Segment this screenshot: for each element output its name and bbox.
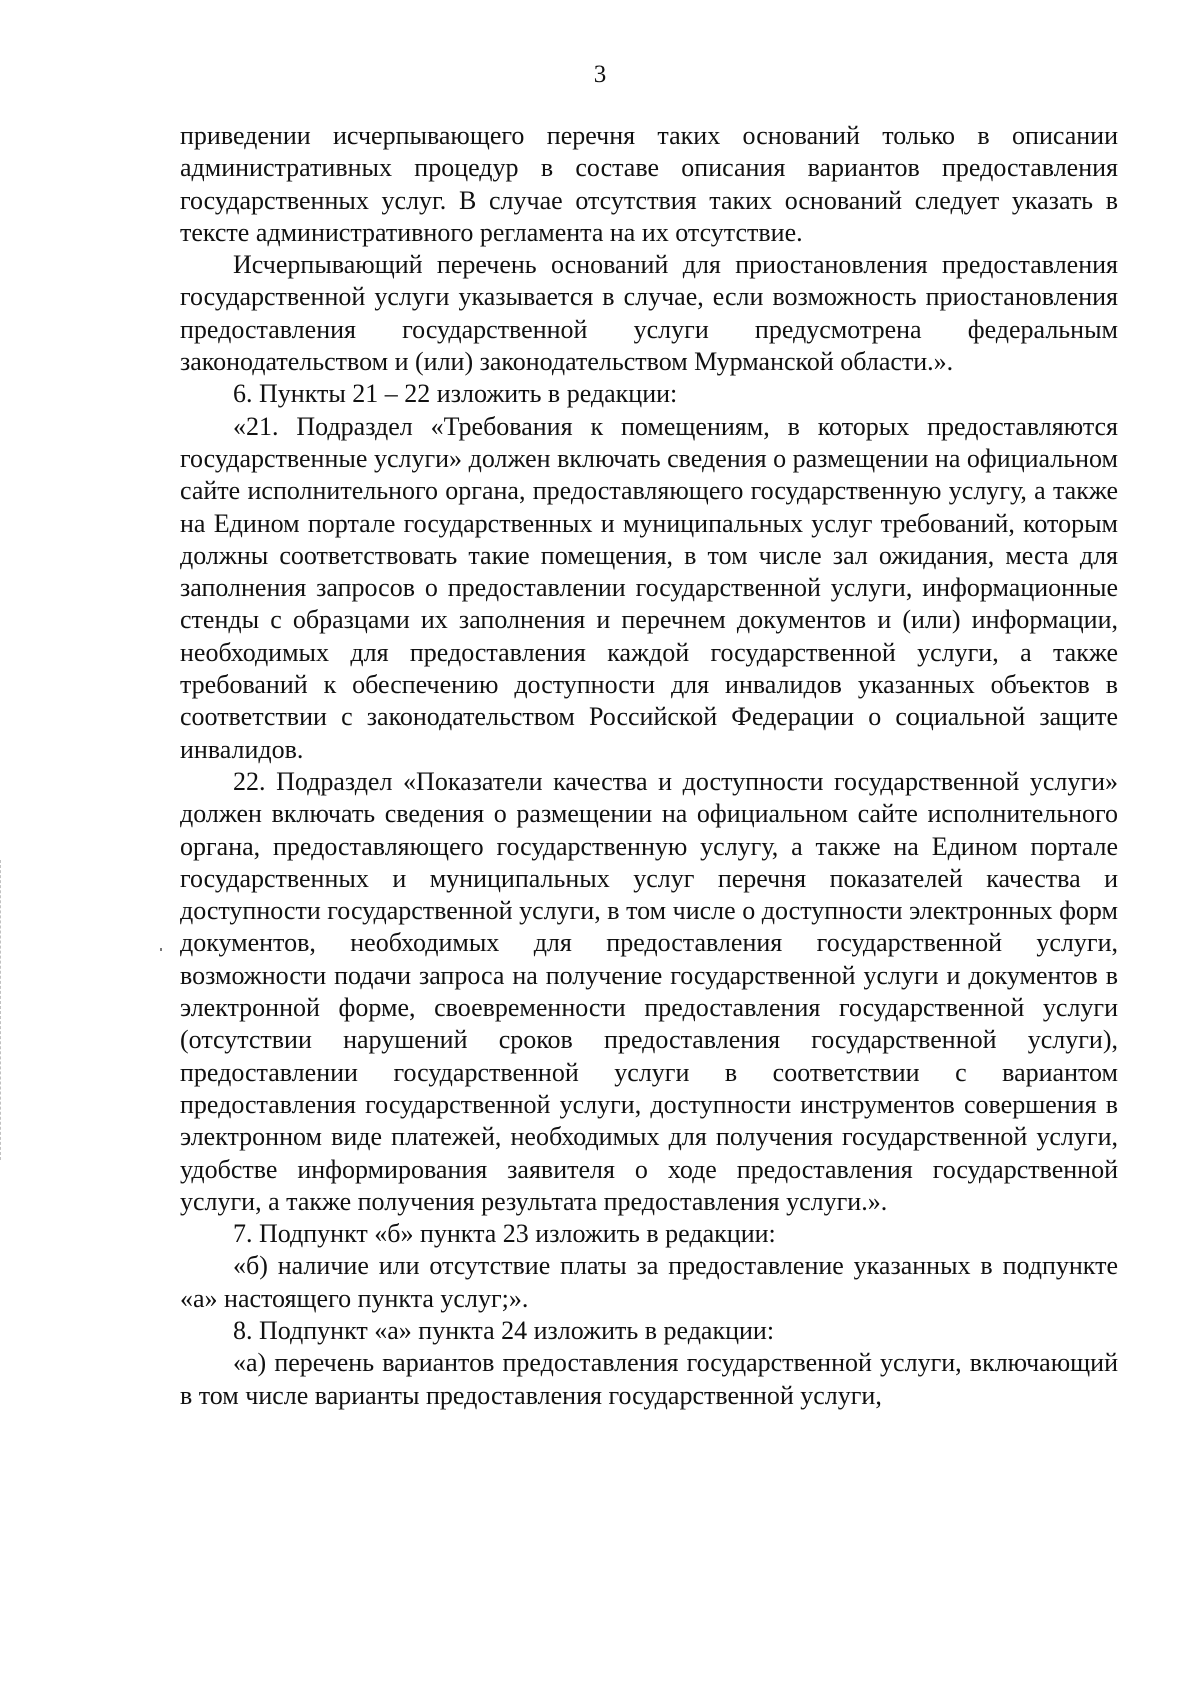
document-body — [180, 120, 1118, 1412]
paragraph-item-8: 8. Подпункт «а» пункта 24 изложить в редакции: — [233, 1315, 775, 1345]
paragraph-item-6: 6. Пункты 21 – 22 изложить в редакции: — [233, 379, 678, 409]
page-number: 3 — [593, 61, 607, 88]
paragraph-subpoint-a: «а) перечень вариантов предоставления государственной услуги, включающий в том числе варианты предоставления государственной услуги, — [180, 1348, 1118, 1410]
paragraph-subpoint-b: «б) наличие или отсутствие платы за предоставление указанных в подпункте «а» настоящего пункта услуг;». — [180, 1251, 1118, 1313]
paragraph-continuation: приведении исчерпывающего перечня таких оснований только в описании административных процедур в составе описания вариантов предоставления государственных услуг. В случае отсутствия таких оснований следует указать в тексте административного регламента на их отсутствие. — [180, 121, 1118, 247]
paragraph-suspension-grounds: Исчерпывающий перечень оснований для приостановления предоставления государственной услуги указывается в случае, если возможность приостановления предоставления государственной услуги предусмотрена федеральным законодательством и (или) законодательством Мурманской области.». — [180, 250, 1118, 377]
scan-edge-artifact — [0, 860, 4, 1160]
paragraph-item-7: 7. Подпункт «б» пункта 23 изложить в редакции: — [233, 1219, 776, 1249]
scan-dot-artifact — [160, 948, 162, 951]
paragraph-point-21: «21. Подраздел «Требования к помещениям, в которых предоставляются государственные услуги» должен включать сведения о размещении на официальном сайте исполнительного органа, предоставляющего государственную услугу, а также на Едином портале государственных и муниципальных услуг требований, которым должны соответствовать такие помещения, в том числе зал ожидания, места для заполнения запросов о предоставлении государственной услуги, информационные стенды с образцами их заполнения и перечнем документов и (или) информации, необходимых для предоставления каждой государственной услуги, а также требований к обеспечению доступности для инвалидов указанных объектов в соответствии с законодательством Российской Федерации о социальной защите инвалидов. — [180, 411, 1118, 764]
paragraph-point-22: 22. Подраздел «Показатели качества и доступности государственной услуги» должен включать сведения о размещении на официальном сайте исполнительного органа, предоставляющего государственную услугу, а также на Едином портале государственных и муниципальных услуг перечня показателей качества и доступности государственной услуги, в том числе о доступности электронных форм документов, необходимых для предоставления государственной услуги, возможности подачи запроса на получение государственной услуги и документов в электронной форме, своевременности предоставления государственной услуги (отсутствии нарушений сроков предоставления государственной услуги), предоставлении государственной услуги в соответствии с вариантом предоставления государственной услуги, доступности инструментов совершения в электронном виде платежей, необходимых для получения государственной услуги, удобстве информирования заявителя о ходе предоставления государственной услуги, а также получения результата предоставления услуги.». — [180, 766, 1118, 1216]
